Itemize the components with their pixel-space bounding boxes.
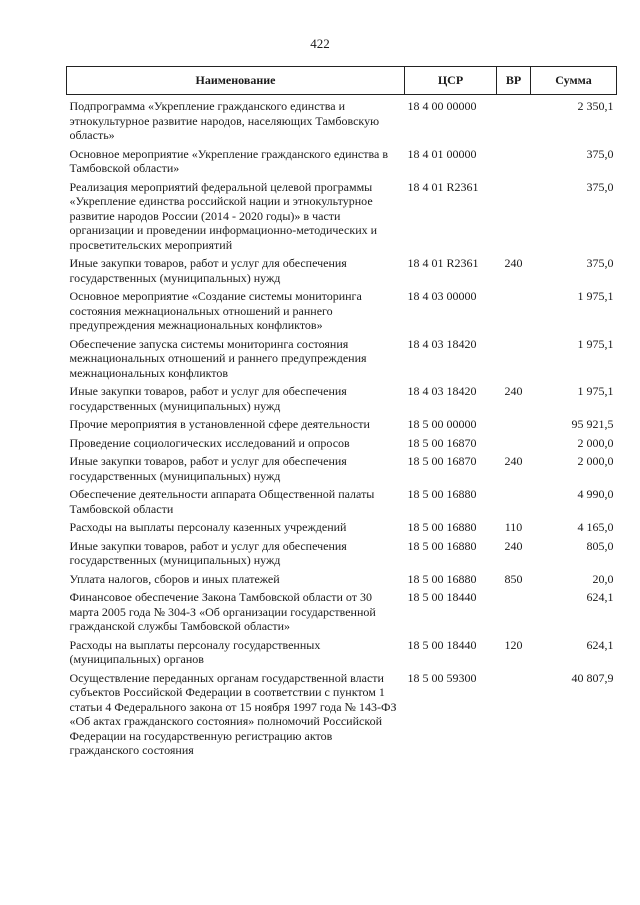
header-name: Наименование <box>67 67 405 95</box>
row-name: Иные закупки товаров, работ и услуг для обеспечения государственных (муниципальных) нужд <box>69 538 347 567</box>
row-vr: 240 <box>504 538 523 553</box>
table-row <box>67 572 617 591</box>
row-sum: 375,0 <box>586 146 614 161</box>
row-sum: 40 807,9 <box>571 670 614 685</box>
row-csr: 18 4 01 00000 <box>407 146 477 161</box>
row-name: Иные закупки товаров, работ и услуг для обеспечения государственных (муниципальных) нужд <box>69 454 347 483</box>
table-row <box>67 638 617 671</box>
row-sum: 1 975,1 <box>577 336 614 351</box>
row-name: Основное мероприятие «Укрепление гражданского единства в Тамбовской области» <box>69 146 389 175</box>
row-csr: 18 5 00 18440 <box>407 637 477 652</box>
header-row <box>67 67 617 95</box>
row-csr: 18 5 00 16880 <box>407 538 477 553</box>
table-row <box>67 256 617 289</box>
row-csr: 18 4 01 R2361 <box>407 179 479 194</box>
row-sum: 805,0 <box>586 538 614 553</box>
row-csr: 18 5 00 16870 <box>407 435 477 450</box>
row-csr: 18 4 03 18420 <box>407 384 477 398</box>
row-name: Прочие мероприятия в установленной сфере деятельности <box>69 417 370 431</box>
row-name: Реализация мероприятий федеральной целевой программы «Укрепление единства российской нации и этнокультурное развитие народов России (2014 - 2020 годы)» в части организации и проведении информационно-методических и просветительских мероприятий <box>69 179 378 252</box>
row-name: Осуществление переданных органам государственной власти субъектов Российской Федерации в соответствии с пунктом 1 статьи 4 Федерального закона от 15 ноября 1997 года № 143-ФЗ «Об актах гражданского состояния» полномочий Российской Федерации на государственную регистрацию актов гражданского состояния <box>69 670 397 757</box>
row-vr <box>497 436 531 455</box>
row-sum: 624,1 <box>586 637 614 652</box>
row-name: Основное мероприятие «Создание системы мониторинга состояния межнациональных отношений и раннего предупреждения межнациональных конфликтов» <box>69 289 362 332</box>
row-csr: 18 5 00 59300 <box>407 670 477 685</box>
row-name: Обеспечение деятельности аппарата Общественной палаты Тамбовской области <box>69 487 375 516</box>
row-sum: 4 990,0 <box>577 487 614 501</box>
row-sum: 1 975,1 <box>577 289 614 303</box>
table-row <box>67 95 617 147</box>
table-header <box>67 67 617 95</box>
row-name: Иные закупки товаров, работ и услуг для обеспечения государственных (муниципальных) нужд <box>69 384 347 413</box>
row-csr: 18 4 01 R2361 <box>407 256 479 270</box>
row-name: Обеспечение запуска системы мониторинга состояния межнациональных отношений и раннего предупреждения межнациональных конфликтов <box>69 336 367 380</box>
row-csr: 18 4 03 18420 <box>407 336 477 351</box>
row-sum: 375,0 <box>586 179 614 194</box>
header-vr: ВР <box>497 67 531 95</box>
row-vr <box>497 95 531 147</box>
row-sum: 95 921,5 <box>571 417 614 431</box>
row-csr: 18 4 03 00000 <box>407 289 477 303</box>
table-body <box>67 95 617 762</box>
table-row <box>67 180 617 257</box>
row-csr: 18 5 00 16880 <box>407 520 477 534</box>
table-row <box>67 147 617 180</box>
row-vr <box>497 337 531 385</box>
row-vr <box>497 590 531 638</box>
row-name: Уплата налогов, сборов и иных платежей <box>69 571 280 586</box>
header-csr: ЦСР <box>405 67 497 95</box>
row-vr: 110 <box>504 520 523 534</box>
table-row <box>67 671 617 762</box>
table-row <box>67 539 617 572</box>
row-vr: 240 <box>504 454 523 468</box>
row-name: Расходы на выплаты персоналу государственных (муниципальных) органов <box>69 637 321 666</box>
row-csr: 18 5 00 18440 <box>407 590 477 604</box>
row-sum: 2 350,1 <box>577 99 614 113</box>
row-name: Иные закупки товаров, работ и услуг для обеспечения государственных (муниципальных) нужд <box>69 256 347 285</box>
row-sum: 624,1 <box>586 590 614 604</box>
table-row <box>67 384 617 417</box>
row-sum: 2 000,0 <box>577 454 614 468</box>
row-vr: 240 <box>504 256 523 270</box>
row-csr: 18 5 00 16880 <box>407 571 477 586</box>
table-row <box>67 520 617 539</box>
row-vr <box>497 671 531 762</box>
row-csr: 18 5 00 00000 <box>407 417 477 431</box>
row-sum: 1 975,1 <box>577 384 614 398</box>
table-row <box>67 590 617 638</box>
row-vr <box>497 417 531 436</box>
row-name: Финансовое обеспечение Закона Тамбовской области от 30 марта 2005 года № 304-З «Об организации государственной гражданской службы Тамбовской области» <box>69 590 376 633</box>
row-csr: 18 4 00 00000 <box>407 99 477 113</box>
budget-table <box>66 66 617 762</box>
row-vr: 120 <box>504 637 523 652</box>
header-sum: Сумма <box>531 67 617 95</box>
row-sum: 2 000,0 <box>577 435 614 450</box>
row-name: Расходы на выплаты персоналу казенных учреждений <box>69 520 347 534</box>
row-name: Подпрограмма «Укрепление гражданского единства и этнокультурное развитие народов, населяющих Тамбовскую область» <box>69 99 380 142</box>
page-number: 422 <box>310 36 330 51</box>
table-row <box>67 337 617 385</box>
row-vr <box>497 289 531 337</box>
row-vr <box>497 180 531 257</box>
row-name: Проведение социологических исследований и опросов <box>69 435 350 450</box>
row-sum: 20,0 <box>592 571 614 586</box>
row-sum: 4 165,0 <box>577 520 614 534</box>
row-vr <box>497 147 531 180</box>
table-row <box>67 289 617 337</box>
row-vr: 240 <box>504 384 523 398</box>
table-row <box>67 487 617 520</box>
row-vr <box>497 487 531 520</box>
table-row <box>67 436 617 455</box>
row-sum: 375,0 <box>586 256 614 270</box>
row-vr: 850 <box>504 571 523 586</box>
table-row <box>67 417 617 436</box>
row-csr: 18 5 00 16880 <box>407 487 477 501</box>
table-row <box>67 454 617 487</box>
row-csr: 18 5 00 16870 <box>407 454 477 468</box>
